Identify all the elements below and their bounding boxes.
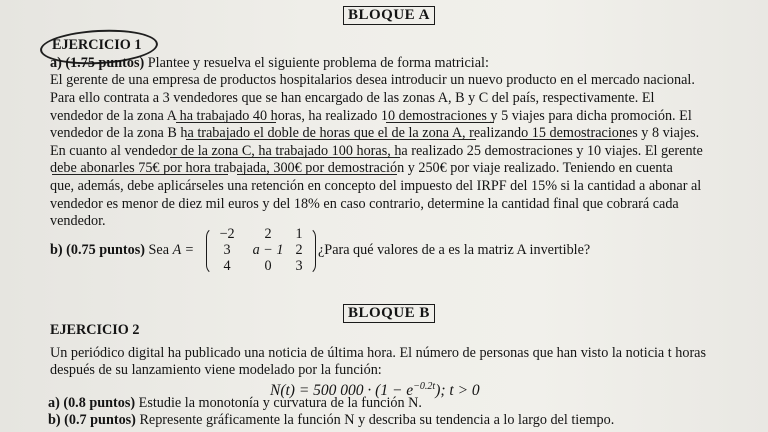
ejercicio1-line-9: vendedor.: [50, 213, 106, 229]
matrix-cell: −2: [219, 226, 235, 242]
ejercicio2-a-label: a) (0.8 puntos): [48, 395, 136, 411]
ejercicio1-a-label: a) (1.75 puntos): [50, 55, 145, 71]
matrix-cell: 3: [295, 258, 303, 274]
ejercicio2-a-text: Estudie la monotonía y curvatura de la función N.: [135, 395, 422, 411]
ejercicio1-line-7: que, además, debe aplicárseles una retención en concepto del impuesto del IRPF del 15% si la cantidad a abonar al: [50, 178, 702, 194]
matrix-cell: 1: [295, 226, 303, 242]
bloque-b-title: BLOQUE B: [343, 304, 435, 323]
handdrawn-underline: [52, 174, 228, 175]
matrix-cell: 3: [223, 242, 231, 258]
ejercicio1-b-label: b) (0.75 puntos): [50, 242, 145, 258]
ejercicio1-b-heading: [50, 242, 194, 260]
formula-tail: ); t > 0: [435, 382, 480, 400]
ejercicio1-b-eq: A =: [172, 242, 195, 258]
ejercicio1-title: EJERCICIO 1: [52, 37, 142, 53]
ejercicio1-line-4: vendedor de la zona B ha trabajado el doble de horas que el de la zona A, realizando 15 demostraciones y 8 viajes.: [50, 125, 700, 141]
bloque-a-title: BLOQUE A: [343, 6, 435, 25]
matrix-right-paren: [306, 227, 316, 275]
matrix-cell: 2: [295, 242, 303, 258]
matrix-cell: 0: [264, 258, 272, 274]
ejercicio1-line-3: vendedor de la zona A ha trabajado 40 horas, ha realizado 10 demostraciones y 5 viajes para dicha promoción. El: [50, 108, 692, 124]
ejercicio2-a: [48, 395, 422, 413]
ejercicio2-line-2: después de su lanzamiento viene modelado por la función:: [50, 362, 382, 378]
ejercicio2-b-label: b) (0.7 puntos): [48, 412, 136, 428]
matrix-cell: a − 1: [252, 242, 284, 258]
matrix-left-paren: [206, 227, 216, 275]
ejercicio1-line-6: debe abonarles 75€ por hora trabajada, 300€ por demostración y 250€ por viaje realizado. Teniendo en cuenta: [50, 160, 673, 176]
matrix-a: [206, 227, 316, 273]
handdrawn-underline: [176, 122, 276, 123]
ejercicio2-title: EJERCICIO 2: [50, 322, 140, 338]
ejercicio2-line-1: Un periódico digital ha publicado una noticia de última hora. El número de personas que han visto la noticia t horas: [50, 345, 706, 361]
formula-exponent: −0.2t: [413, 381, 436, 392]
ejercicio1-a-heading: [50, 55, 489, 73]
ejercicio2-b: [48, 412, 614, 430]
handdrawn-underline: [386, 122, 494, 123]
ejercicio1-b-question: ¿Para qué valores de a es la matriz A invertible?: [318, 242, 591, 258]
matrix-cell: 4: [223, 258, 231, 274]
ejercicio1-b-pre: Sea: [145, 242, 173, 258]
handdrawn-underline: [237, 174, 397, 175]
ejercicio1-line-2: Para ello contrata a 3 vendedores que se han encargado de las zonas A, B y C del país, respectivamente. El: [50, 90, 655, 106]
ejercicio1-line-8: vendedor es menor de diez mil euros y del 18% en caso contrario, determine la cantidad final que cobrará cada: [50, 196, 679, 212]
ejercicio1-line-5: En cuanto al vendedor de la zona C, ha trabajado 100 horas, ha realizado 25 demostraciones y 10 viajes. El gerente: [50, 143, 703, 159]
handdrawn-underline: [520, 139, 630, 140]
handdrawn-underline: [170, 157, 400, 158]
handdrawn-underline: [186, 139, 476, 140]
formula-main: N(t) = 500 000 · (1 − e: [270, 382, 414, 400]
ejercicio1-line-1: El gerente de una empresa de productos hospitalarios desea introducir un nuevo producto en el mercado nacional.: [50, 72, 695, 88]
matrix-cell: 2: [264, 226, 272, 242]
ejercicio2-b-text: Represente gráficamente la función N y describa su tendencia a lo largo del tiempo.: [135, 412, 615, 428]
ejercicio1-a-intro: Plantee y resuelva el siguiente problema de forma matricial:: [144, 55, 489, 71]
